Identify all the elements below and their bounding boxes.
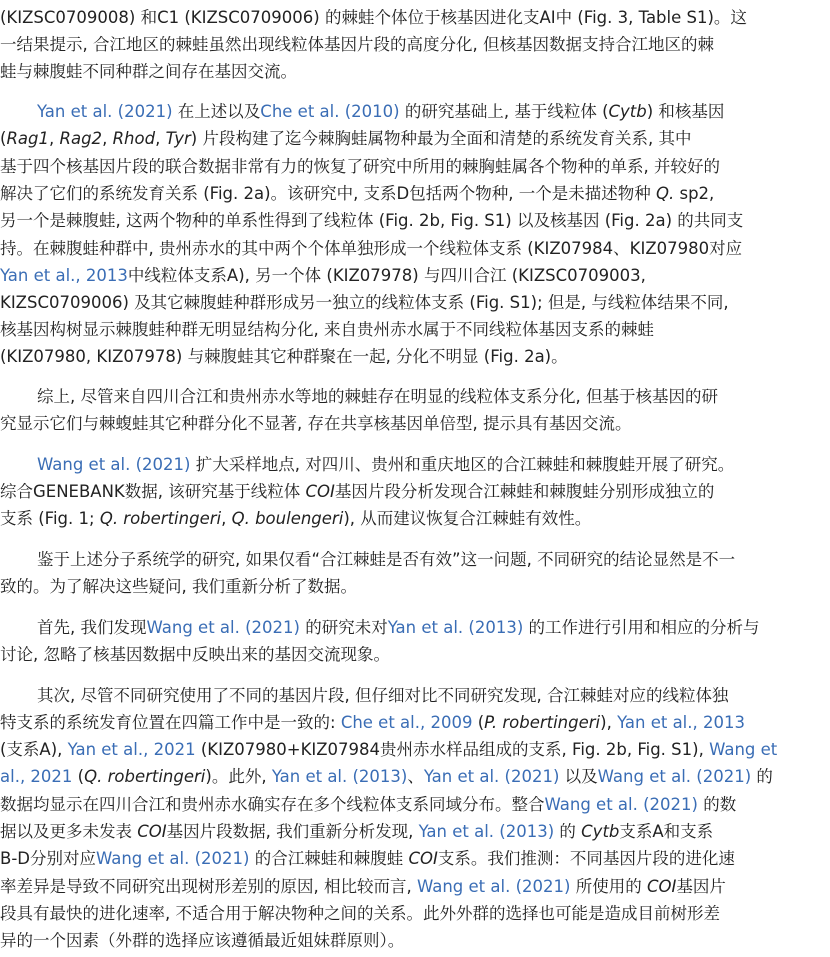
- text-run: 支系A和支系: [619, 822, 714, 841]
- citation-link[interactable]: Wang et al. (2021): [597, 767, 752, 786]
- text-line: [0, 763, 773, 790]
- citation-link[interactable]: Yan et al. (2021): [37, 102, 173, 121]
- citation-link[interactable]: Yan et al., 2013: [617, 713, 745, 732]
- text-run: (支系A),: [0, 740, 68, 759]
- text-run: 支系。我们推测：不同基因片段的进化速: [437, 849, 735, 868]
- text-run: (KIZ07980+KIZ07984贵州赤水样品组成的支系, Fig. 2b, Fig. S1),: [195, 740, 710, 759]
- text-run: ) 和核基因: [646, 102, 725, 121]
- text-line: [0, 505, 591, 532]
- text-run: 以及: [559, 767, 598, 786]
- citation-link[interactable]: Wang et al. (2021): [544, 795, 698, 814]
- text-run: (KIZ07980, KIZ07978) 与棘腹蛙其它种群聚在一起, 分化不明显 (Fig. 2a)。: [0, 347, 568, 366]
- text-line: [0, 900, 720, 927]
- text-run: 特支系的系统发育位置在四篇工作中是一致的:: [0, 713, 341, 732]
- citation-link[interactable]: Wang et al. (2021): [416, 877, 571, 896]
- text-line: [0, 410, 631, 437]
- text-run: (KIZSC0709008) 和C1 (KIZSC0709006) 的棘蛙个体位于核基因进化支AI中 (Fig. 3, Table S1)。这: [0, 8, 747, 27]
- italic-term: Q.: [656, 184, 675, 203]
- text-line: [37, 546, 735, 573]
- text-run: 的工作进行引用和相应的分析与: [523, 618, 760, 637]
- text-run: sp2,: [674, 184, 715, 203]
- text-line: [0, 736, 777, 763]
- italic-term: COI: [646, 877, 677, 896]
- text-line: [0, 845, 735, 872]
- text-line: [37, 383, 718, 410]
- text-line: [0, 207, 743, 234]
- text-run: ),: [600, 713, 618, 732]
- citation-link[interactable]: Yan et al., 2013: [0, 266, 128, 285]
- text-run: 其次, 尽管不同研究使用了不同的基因片段, 但仔细对比不同研究发现, 合江棘蛙对应的线粒体独: [37, 686, 729, 705]
- text-run: 中线粒体支系A), 另一个体 (KIZ07978) 与四川合江 (KIZSC0709003,: [127, 266, 646, 285]
- text-run: 率差异是导致不同研究出现树形差别的原因, 相比较而言,: [0, 877, 417, 896]
- text-run: 基因片段数据, 我们重新分析发现,: [166, 822, 419, 841]
- text-line: [0, 709, 745, 736]
- text-run: ), 从而建议恢复合江棘蛙有效性。: [343, 509, 592, 528]
- text-line: [0, 262, 646, 289]
- text-line: [0, 316, 654, 343]
- citation-link[interactable]: Wang et al. (2021): [146, 618, 300, 637]
- text-run: 扩大采样地点, 对四川、贵州和重庆地区的合江棘蛙和棘腹蛙开展了研究。: [190, 455, 735, 474]
- text-run: ,: [221, 509, 232, 528]
- text-run: ,: [49, 129, 60, 148]
- text-run: )。此外,: [205, 767, 272, 786]
- text-run: 在上述以及: [172, 102, 261, 121]
- text-line: [0, 927, 404, 954]
- text-run: 核基因构树显示棘腹蛙种群无明显结构分化, 来自贵州赤水属于不同线粒体基因支系的棘蛙: [0, 320, 654, 339]
- text-run: B-D分别对应: [0, 849, 96, 868]
- text-run: 的: [751, 767, 773, 786]
- text-line: [0, 289, 729, 316]
- text-line: [0, 573, 357, 600]
- citation-link[interactable]: Wang et al. (2021): [37, 455, 191, 474]
- text-line: [37, 682, 728, 709]
- italic-term: Q. robertingeri: [84, 767, 206, 786]
- text-line: [37, 98, 724, 125]
- text-run: 致的。为了解决这些疑问, 我们重新分析了数据。: [0, 577, 357, 596]
- citation-link[interactable]: Yan et al. (2013): [387, 618, 524, 637]
- text-run: 数据均显示在四川合江和贵州赤水确实存在多个线粒体支系同域分布。整合: [0, 795, 545, 814]
- italic-term: Q. robertingeri: [99, 509, 222, 528]
- text-run: 的研究未对: [299, 618, 388, 637]
- text-run: 段具有最快的进化速率, 不适合用于解决物种之间的关系。此外外群的选择也可能是造成目前树形差: [0, 904, 720, 923]
- text-run: 综合GENEBANK数据, 该研究基于线粒体: [0, 482, 306, 501]
- text-run: ,: [102, 129, 113, 148]
- italic-term: Rhod: [112, 129, 156, 148]
- text-run: 的研究基础上, 基于线粒体 (: [399, 102, 609, 121]
- citation-link[interactable]: Che et al., 2009: [340, 713, 473, 732]
- italic-term: Rag2: [59, 129, 103, 148]
- italic-term: P. robertingeri: [484, 713, 601, 732]
- text-run: 综上, 尽管来自四川合江和贵州赤水等地的棘蛙存在明显的线粒体支系分化, 但基于核基因的研: [37, 387, 718, 406]
- text-run: 的合江棘蛙和棘腹蛙: [249, 849, 409, 868]
- text-run: ) 片段构建了迄今棘胸蛙属物种最为全面和清楚的系统发育关系, 其中: [190, 129, 692, 148]
- text-line: [0, 153, 720, 180]
- text-run: KIZSC0709006) 及其它棘腹蛙种群形成另一独立的线粒体支系 (Fig. S1); 但是, 与线粒体结果不同,: [0, 293, 729, 312]
- text-run: 基因片: [676, 877, 726, 896]
- text-run: 基于四个核基因片段的联合数据非常有力的恢复了研究中所用的棘胸蛙属各个物种的单系, 并较好的: [0, 157, 720, 176]
- text-run: (: [472, 713, 485, 732]
- text-line: [0, 818, 713, 845]
- text-run: 据以及更多未发表: [0, 822, 138, 841]
- italic-term: Q. boulengeri: [231, 509, 344, 528]
- text-line: [0, 4, 747, 31]
- text-line: [0, 58, 297, 85]
- text-run: 究显示它们与棘蝮蛙其它种群分化不显著, 存在共享核基因单倍型, 提示具有基因交流。: [0, 414, 632, 433]
- italic-term: Cytb: [581, 822, 620, 841]
- italic-term: Tyr: [165, 129, 191, 148]
- italic-term: Rag1: [6, 129, 49, 148]
- text-run: 首先, 我们发现: [37, 618, 147, 637]
- italic-term: Cytb: [608, 102, 647, 121]
- text-line: [0, 343, 568, 370]
- text-run: 异的一个因素（外群的选择应该遵循最近姐妹群原则）。: [0, 931, 405, 950]
- text-run: 基因片段分析发现合江棘蛙和棘腹蛙分别形成独立的: [334, 482, 715, 501]
- text-line: [0, 31, 714, 58]
- citation-link[interactable]: Yan et al. (2021): [423, 767, 560, 786]
- text-line: [0, 125, 691, 152]
- citation-link[interactable]: Wang et: [709, 740, 778, 759]
- text-run: 讨论, 忽略了核基因数据中反映出来的基因交流现象。: [0, 645, 390, 664]
- text-run: 的: [554, 822, 582, 841]
- citation-link[interactable]: Wang et al. (2021): [95, 849, 250, 868]
- text-run: 解决了它们的系统发育关系 (Fig. 2a)。该研究中, 支系D包括两个物种, 一个是未描述物种: [0, 184, 656, 203]
- citation-link[interactable]: Yan et al. (2013): [271, 767, 408, 786]
- text-run: 的数: [697, 795, 737, 814]
- text-run: (: [72, 767, 85, 786]
- text-line: [0, 873, 726, 900]
- italic-term: COI: [137, 822, 167, 841]
- text-run: 、: [407, 767, 424, 786]
- text-run: 另一个是棘腹蛙, 这两个物种的单系性得到了线粒体 (Fig. 2b, Fig. S1) 以及核基因 (Fig. 2a) 的共同支: [0, 211, 744, 230]
- text-run: 一结果提示, 合江地区的棘蛙虽然出现线粒体基因片段的高度分化, 但核基因数据支持合江地区的棘: [0, 35, 714, 54]
- citation-link[interactable]: Yan et al. (2013): [418, 822, 555, 841]
- text-line: [0, 235, 742, 262]
- text-line: [37, 451, 734, 478]
- text-line: [0, 791, 736, 818]
- text-run: 蛙与棘腹蛙不同种群之间存在基因交流。: [0, 62, 297, 81]
- citation-link[interactable]: Yan et al., 2021: [67, 740, 196, 759]
- citation-link[interactable]: al., 2021: [0, 767, 73, 786]
- text-line: [0, 180, 714, 207]
- text-run: 支系 (Fig. 1;: [0, 509, 100, 528]
- text-run: 持。在棘腹蛙种群中, 贵州赤水的其中两个个体单独形成一个线粒体支系 (KIZ07984、KIZ07980对应: [0, 239, 743, 258]
- italic-term: COI: [305, 482, 335, 501]
- text-run: 所使用的: [570, 877, 647, 896]
- text-line: [0, 478, 714, 505]
- text-run: ,: [155, 129, 166, 148]
- citation-link[interactable]: Che et al. (2010): [260, 102, 400, 121]
- text-line: [37, 614, 760, 641]
- text-run: 鉴于上述分子系统学的研究, 如果仅看“合江棘蛙是否有效”这一问题, 不同研究的结论显然是不一: [37, 550, 736, 569]
- text-run: (: [0, 129, 7, 148]
- italic-term: COI: [408, 849, 438, 868]
- text-line: [0, 641, 390, 668]
